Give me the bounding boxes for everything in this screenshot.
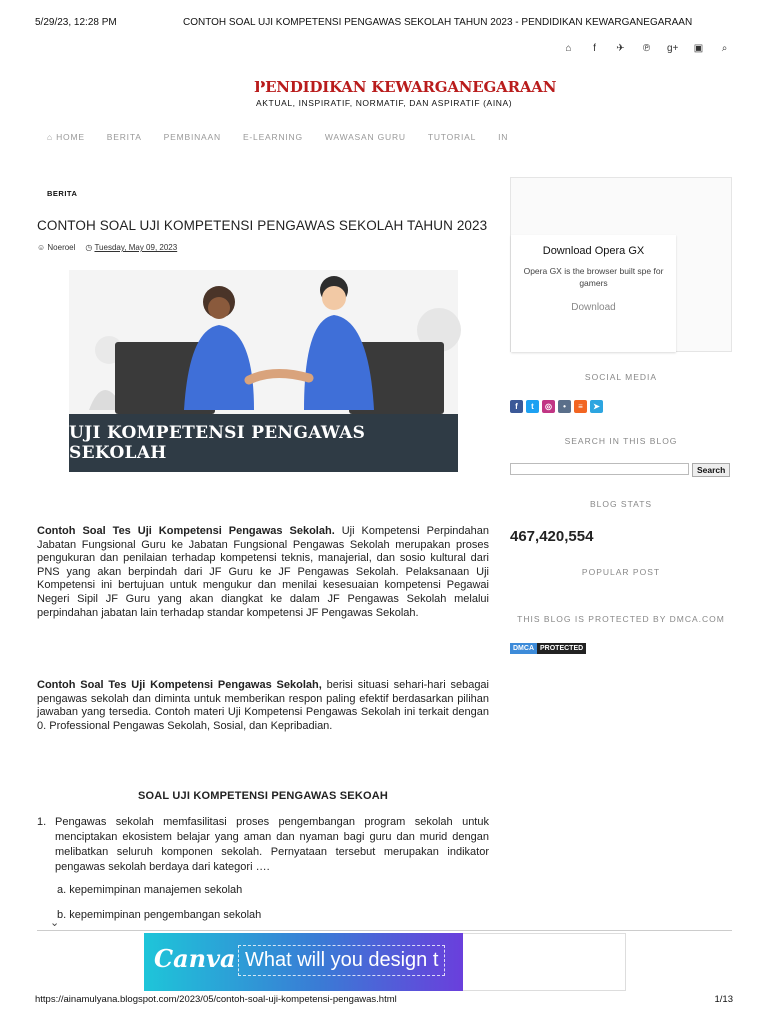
- top-social-bar: [563, 43, 730, 54]
- dmca-badge-left: DMCA: [510, 643, 537, 654]
- facebook-icon[interactable]: f: [593, 43, 596, 54]
- twitter-icon[interactable]: ✈: [616, 43, 625, 54]
- popular-post-heading: POPULAR POST: [581, 567, 661, 577]
- rss-icon[interactable]: ⌂: [565, 43, 572, 54]
- paragraph-1-lead: Contoh Soal Tes Uji Kompetensi Pengawas Sekolah.: [37, 525, 335, 537]
- flickr-icon[interactable]: •: [558, 400, 571, 413]
- site-brand: [250, 78, 557, 96]
- man-shirt: [304, 315, 374, 410]
- search-form: [510, 463, 730, 477]
- main-nav: [47, 132, 512, 142]
- google-plus-icon[interactable]: g+: [667, 43, 679, 54]
- search-input[interactable]: [510, 463, 689, 475]
- blog-stats-heading: BLOG STATS: [589, 499, 653, 509]
- facebook-icon[interactable]: f: [510, 400, 523, 413]
- nav-item-berita[interactable]: BERITA: [106, 132, 142, 142]
- site-name: PENDIDIKAN KEWARGANEGARAAN: [254, 78, 557, 96]
- chevron-down-icon[interactable]: ⌄: [50, 917, 60, 929]
- paragraph-1-body: Uji Kompetensi Perpindahan Jabatan Fungsional Guru ke Jabatan Fungsional Pengawas Sekolah merupakan proses pengukuran dan penilaian terhadap kompetensi teknis, manajerial, dan sosio kultural dari PNS yang akan berpindah dari JF Guru ke JF Pengawas Sekolah. Pelaksanaan Uji Kompetensi ini bertujuan untuk mengukur dan menilai kesesuaian kompetensi Pegawai Negeri Sipil JF Guru yang akan diangkat ke dalam JF Pengawas Sekolah melalui perpindahan jabatan lain terhadap standar kompetensi JF Pengawas Sekolah.: [37, 525, 489, 619]
- print-datetime: 5/29/23, 12:28 PM: [35, 17, 117, 28]
- clock-icon: ◷: [85, 243, 95, 252]
- telegram-icon[interactable]: ➤: [590, 400, 603, 413]
- search-button[interactable]: Search: [692, 463, 730, 477]
- woman-shirt: [184, 325, 254, 410]
- nav-item-home[interactable]: ⌂ HOME: [47, 132, 85, 142]
- paragraph-2: [37, 679, 489, 733]
- rss-icon[interactable]: ≡: [574, 400, 587, 413]
- question-text: Pengawas sekolah memfasilitasi proses pengembangan program sekolah untuk menciptakan ekosistem belajar yang aman dan nyaman bagi guru dan murid dengan melibatkan seluruh komponen sekolah. Pernyataan tersebut merupakan indikator pengawas sekolah berdaya dari kategori ….: [55, 816, 489, 873]
- post-date-wrap: [85, 243, 177, 252]
- opera-download-button[interactable]: Download: [571, 302, 616, 313]
- hero-banner: UJI KOMPETENSI PENGAWAS SEKOLAH: [69, 414, 458, 472]
- site-logo[interactable]: [250, 78, 557, 108]
- man-head: [322, 286, 346, 310]
- ad-frame: [463, 933, 626, 991]
- paragraph-1: [37, 525, 489, 620]
- site-tagline: AKTUAL, INSPIRATIF, NORMATIF, DAN ASPIRATIF (AINA): [256, 98, 513, 108]
- nav-item-more[interactable]: IN: [498, 132, 509, 142]
- dmca-badge-right: PROTECTED: [537, 643, 586, 654]
- divider: [37, 930, 732, 931]
- search-icon[interactable]: ⌕: [721, 43, 728, 54]
- question-number: 1.: [37, 816, 47, 828]
- nav-item-pembinaan[interactable]: PEMBINAAN: [163, 132, 221, 142]
- hero-image: [69, 270, 458, 472]
- opera-title: Download Opera GX: [542, 245, 645, 257]
- post-title: CONTOH SOAL UJI KOMPETENSI PENGAWAS SEKOLAH TAHUN 2023: [37, 218, 488, 233]
- canva-logo: Canva: [154, 944, 236, 973]
- paragraph-2-lead: Contoh Soal Tes Uji Kompetensi Pengawas Sekolah,: [37, 679, 322, 691]
- woman-head: [208, 297, 230, 319]
- dmca-heading: THIS BLOG IS PROTECTED BY DMCA.COM: [517, 614, 725, 624]
- print-title: CONTOH SOAL UJI KOMPETENSI PENGAWAS SEKOLAH TAHUN 2023 - PENDIDIKAN KEWARGANEGARAAN: [183, 17, 693, 28]
- print-page-number: 1/13: [714, 994, 733, 1005]
- blog-stats-number: 467,420,554: [510, 528, 594, 545]
- post-label[interactable]: BERITA: [47, 189, 78, 198]
- section-heading: SOAL UJI KOMPETENSI PENGAWAS SEKOAH: [137, 790, 389, 802]
- post-date[interactable]: Tuesday, May 09, 2023: [94, 243, 178, 252]
- social-icons: [510, 400, 603, 413]
- nav-item-tutorial[interactable]: TUTORIAL: [427, 132, 477, 142]
- post-meta: [37, 243, 177, 252]
- dmca-badge[interactable]: [510, 643, 586, 654]
- nav-item-elearning[interactable]: E-LEARNING: [242, 132, 303, 142]
- social-media-heading: SOCIAL MEDIA: [584, 372, 658, 382]
- instagram-icon[interactable]: ▣: [693, 43, 704, 54]
- canva-ad[interactable]: [144, 933, 463, 991]
- option-a: a. kepemimpinan manajemen sekolah: [57, 884, 243, 896]
- nav-item-wawasan-guru[interactable]: WAWASAN GURU: [324, 132, 406, 142]
- print-footer: [35, 994, 733, 1005]
- search-heading: SEARCH IN THIS BLOG: [564, 436, 678, 446]
- option-b: b. kepemimpinan pengembangan sekolah: [57, 909, 262, 921]
- canva-message: What will you design t: [238, 945, 445, 976]
- twitter-icon[interactable]: t: [526, 400, 539, 413]
- opera-ad[interactable]: [511, 235, 676, 352]
- question-1: [37, 815, 489, 875]
- opera-description: Opera GX is the browser built spe for gamers: [523, 266, 664, 288]
- print-url: https://ainamulyana.blogspot.com/2023/05/contoh-soal-uji-kompetensi-pengawas.html: [35, 994, 397, 1005]
- pinterest-icon[interactable]: ℗: [642, 43, 651, 54]
- handshake: [249, 373, 309, 380]
- instagram-icon[interactable]: ◎: [542, 400, 555, 413]
- post-author[interactable]: ☺ Noeroel: [37, 243, 76, 252]
- paragraph-2-body: berisi situasi sehari-hari sebagai pengawas sekolah dan diminta untuk memberikan respon paling efektif berdasarkan pilihan jawaban yang tersedia. Contoh materi Uji Kompetensi Pengawas Sekolah ini terkait dengan 0. Professional Pengawas Sekolah, Sosial, dan Kepribadian.: [37, 679, 489, 732]
